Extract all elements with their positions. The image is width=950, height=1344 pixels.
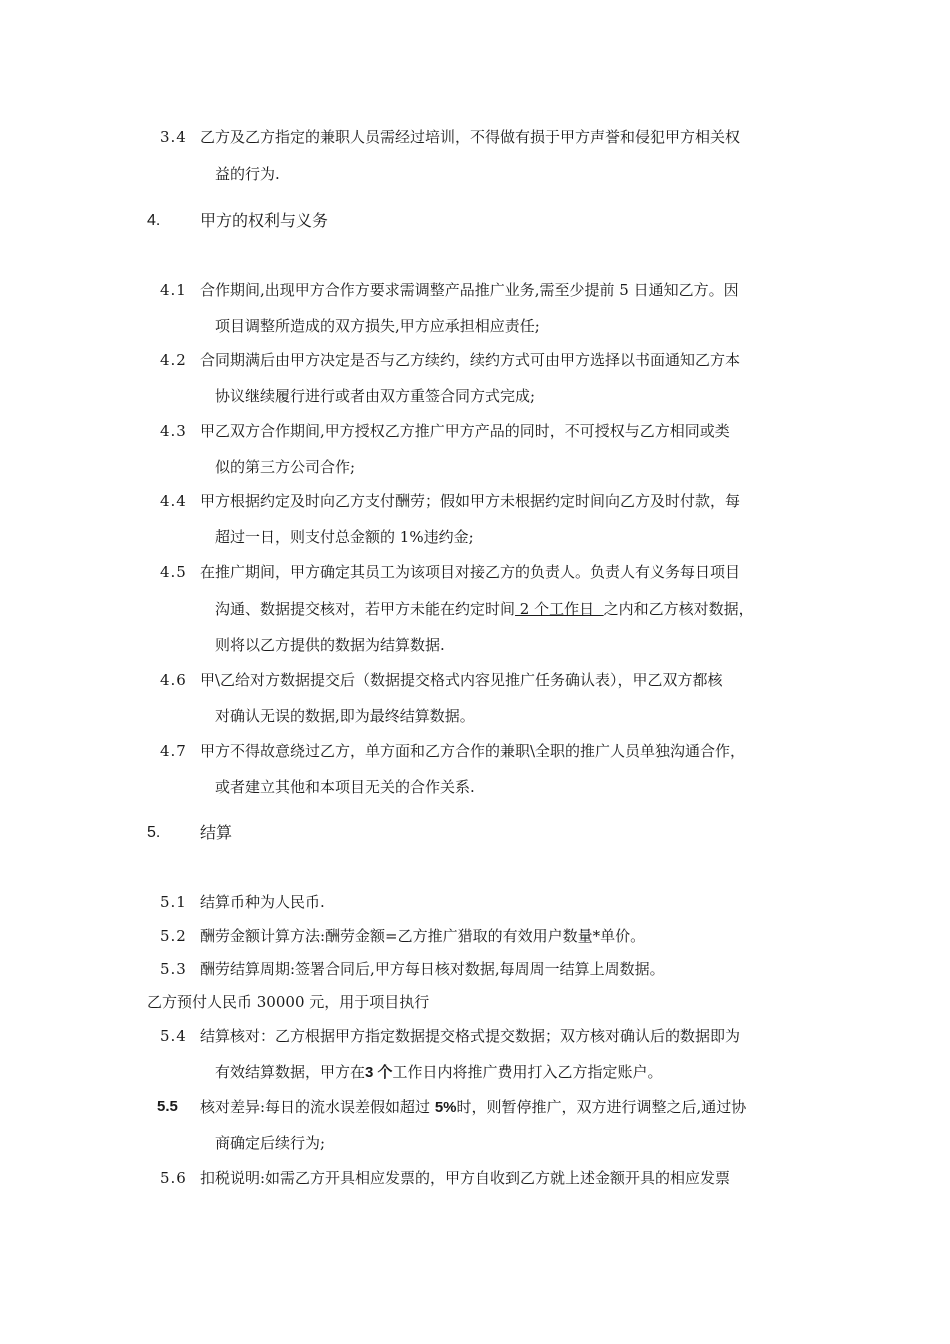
- clause-text: 结算核对：乙方根据甲方指定数据提交格式提交数据；双方核对确认后的数据即为: [200, 1027, 741, 1045]
- bold-term: 3 个: [365, 1064, 393, 1081]
- clause-text-part: 有效结算数据，甲方在: [215, 1063, 366, 1081]
- clause-number: 5.4: [160, 1027, 187, 1045]
- clause-text-continued: 超过一日，则支付总金额的 1%违约金;: [215, 528, 474, 546]
- clause-number: 4.7: [160, 742, 187, 760]
- clause-number: 4.5: [160, 563, 187, 581]
- clause-text-part: 之内和乙方核对数据，: [603, 600, 754, 618]
- clause-text-continued: 或者建立其他和本项目无关的合作关系.: [215, 778, 475, 796]
- clause-text: 扣税说明:如需乙方开具相应发票的，甲方自收到乙方就上述金额开具的相应发票: [200, 1169, 731, 1187]
- clause-number: 5.5: [157, 1098, 178, 1115]
- clause-number: 3.4: [160, 128, 187, 146]
- clause-text-continued: [215, 599, 754, 619]
- clause-text-continued: [215, 1062, 663, 1083]
- clause-text-continued: 则将以乙方提供的数据为结算数据.: [215, 636, 445, 654]
- clause-text: 酬劳结算周期:签署合同后,甲方每日核对数据,每周周一结算上周数据。: [200, 960, 665, 978]
- clause-text: 合同期满后由甲方决定是否与乙方续约，续约方式可由甲方选择以书面通知乙方本: [200, 351, 741, 369]
- clause-text-continued: 协议继续履行进行或者由双方重签合同方式完成;: [215, 387, 536, 405]
- clause-text: 甲方根据约定及时向乙方支付酬劳；假如甲方未根据约定时间向乙方及时付款，每: [200, 492, 741, 510]
- underlined-term: 2 个工作日: [515, 600, 604, 618]
- clause-text-part: 沟通、数据提交核对，若甲方未能在约定时间: [215, 600, 516, 618]
- section-number: 5.: [147, 824, 161, 841]
- clause-text-continued: 商确定后续行为;: [215, 1134, 326, 1152]
- clause-text: [200, 1097, 746, 1118]
- clause-text: 乙方及乙方指定的兼职人员需经过培训，不得做有损于甲方声誉和侵犯甲方相关权: [200, 128, 741, 146]
- clause-text-continued: 对确认无误的数据,即为最终结算数据。: [215, 707, 475, 725]
- clause-number: 5.2: [160, 927, 187, 945]
- clause-text: 结算币种为人民币.: [200, 893, 325, 911]
- section-title: 结算: [200, 823, 233, 842]
- clause-text: 合作期间,出现甲方合作方要求需调整产品推广业务,需至少提前 5 日通知乙方。因: [200, 281, 739, 299]
- clause-text: 甲\乙给对方数据提交后（数据提交格式内容见推广任务确认表），甲乙双方都核: [200, 671, 723, 689]
- clause-number: 4.2: [160, 351, 187, 369]
- clause-text: 酬劳金额计算方法:酬劳金额=乙方推广猎取的有效用户数量*单价。: [200, 927, 646, 945]
- clause-text-part: 时，则暂停推广，双方进行调整之后,通过协: [456, 1098, 747, 1116]
- clause-number: 5.3: [160, 960, 187, 978]
- clause-number: 4.1: [160, 281, 187, 299]
- clause-number: 5.6: [160, 1169, 187, 1187]
- clause-text-part: 工作日内将推广费用打入乙方指定账户。: [392, 1063, 663, 1081]
- clause-text-part: 核对差异:每日的流水误差假如超过: [200, 1098, 435, 1116]
- clause-text: 甲方不得故意绕过乙方，单方面和乙方合作的兼职\全职的推广人员单独沟通合作，: [200, 742, 746, 760]
- clause-number: 4.6: [160, 671, 187, 689]
- clause-number: 4.4: [160, 492, 187, 510]
- clause-text-continued: 似的第三方公司合作;: [215, 458, 356, 476]
- prepay-note-text: 乙方预付人民币 30000 元，用于项目执行: [147, 993, 430, 1011]
- clause-text: 甲乙双方合作期间,甲方授权乙方推广甲方产品的同时，不可授权与乙方相同或类: [200, 422, 730, 440]
- bold-term: 5%: [434, 1099, 457, 1116]
- clause-text: 在推广期间，甲方确定其员工为该项目对接乙方的负责人。负责人有义务每日项目: [200, 563, 741, 581]
- section-number: 4.: [147, 212, 161, 229]
- clause-text-continued: 益的行为.: [215, 165, 280, 183]
- clause-number: 5.1: [160, 893, 187, 911]
- clause-text-continued: 项目调整所造成的双方损失,甲方应承担相应责任;: [215, 317, 540, 335]
- section-title: 甲方的权利与义务: [200, 211, 329, 230]
- clause-number: 4.3: [160, 422, 187, 440]
